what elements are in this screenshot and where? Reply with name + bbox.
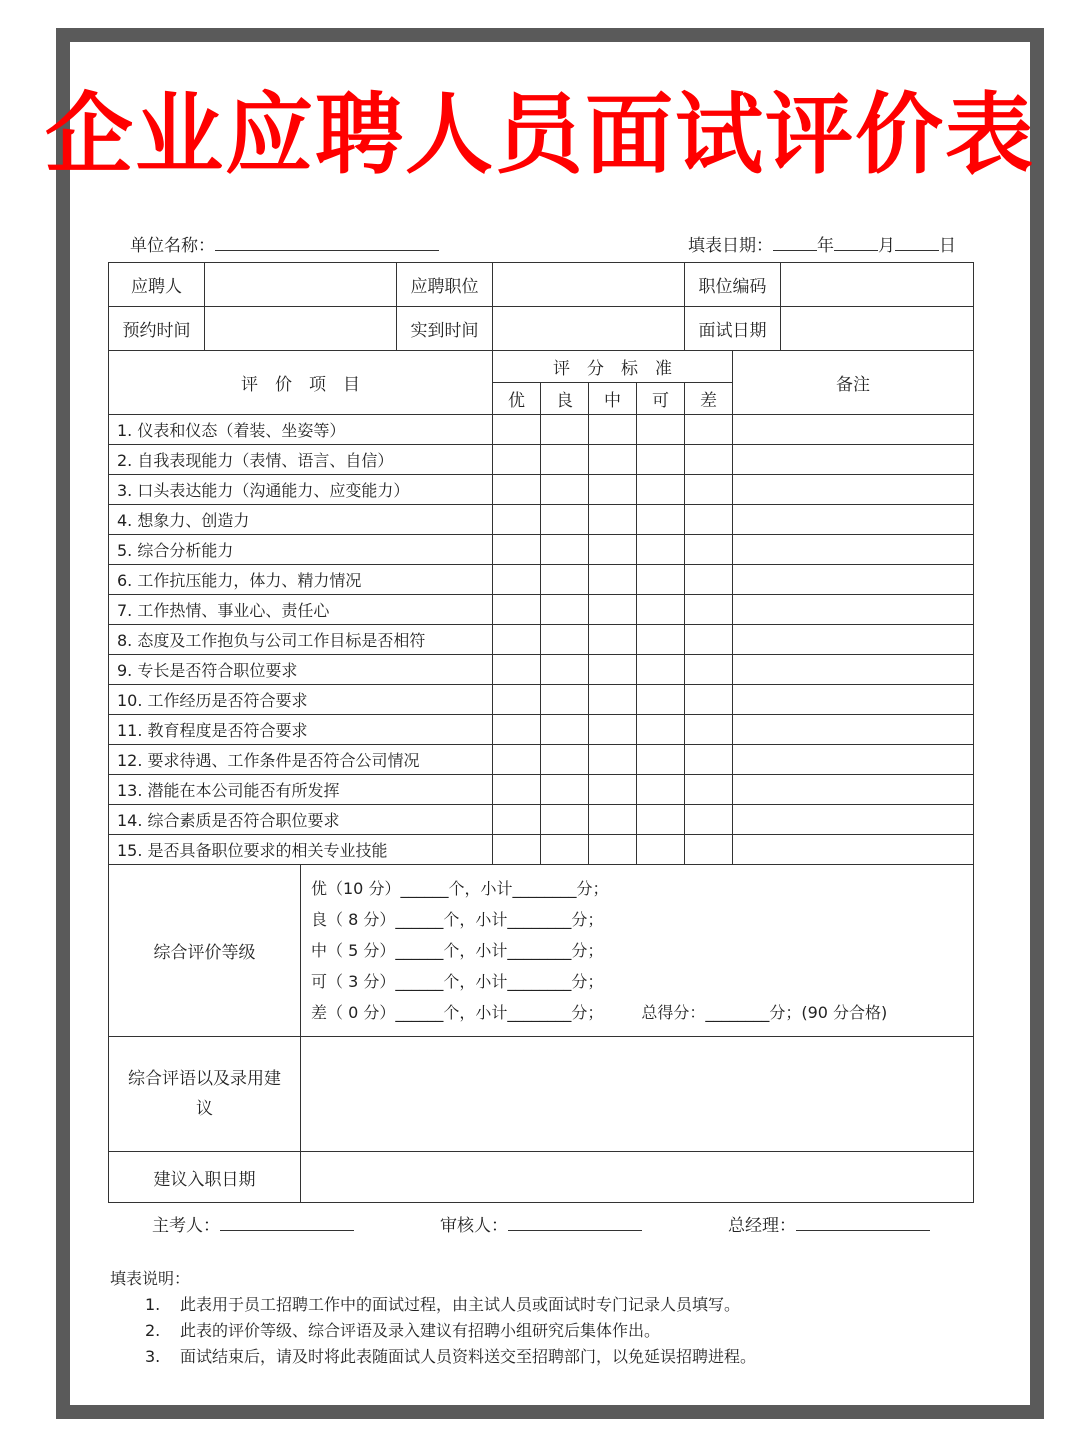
remarks-cell[interactable] bbox=[733, 415, 974, 445]
score-cell-average[interactable] bbox=[589, 835, 637, 865]
score-cell-good[interactable] bbox=[541, 415, 589, 445]
comments-label: 综合评语以及录用建议 bbox=[109, 1037, 301, 1152]
eval-item-label: 2. 自我表现能力（表情、语言、自信） bbox=[109, 445, 493, 475]
eval-item-row bbox=[109, 415, 974, 445]
year-label: 年 bbox=[817, 236, 834, 256]
score-cell-poor[interactable] bbox=[685, 745, 733, 775]
evaluation-form bbox=[108, 262, 974, 1203]
eval-item-label: 9. 专长是否符合职位要求 bbox=[109, 655, 493, 685]
score-cell-poor[interactable] bbox=[685, 685, 733, 715]
score-cell-good[interactable] bbox=[541, 505, 589, 535]
remarks-header: 备注 bbox=[733, 351, 974, 415]
grade-excellent-header: 优 bbox=[493, 383, 541, 415]
eval-items bbox=[109, 415, 974, 865]
instruction-text: 此表的评价等级、综合评语及录入建议有招聘小组研究后集体作出。 bbox=[180, 1321, 661, 1340]
gm-field[interactable] bbox=[796, 1212, 930, 1231]
score-cell-average[interactable] bbox=[589, 415, 637, 445]
score-cell-poor[interactable] bbox=[685, 775, 733, 805]
remarks-cell[interactable] bbox=[733, 595, 974, 625]
eval-item-label: 8. 态度及工作抱负与公司工作目标是否相符 bbox=[109, 625, 493, 655]
overall-rating-row bbox=[109, 865, 974, 1037]
score-cell-fair[interactable] bbox=[637, 505, 685, 535]
eval-item-row bbox=[109, 445, 974, 475]
remarks-cell[interactable] bbox=[733, 445, 974, 475]
examiner-sign bbox=[152, 1212, 354, 1238]
score-cell-poor[interactable] bbox=[685, 475, 733, 505]
score-cell-excellent[interactable] bbox=[493, 475, 541, 505]
score-cell-fair[interactable] bbox=[637, 445, 685, 475]
grade-fair-header: 可 bbox=[637, 383, 685, 415]
rating-line-fair: 可（ 3 分）______个，小计________分； bbox=[311, 972, 604, 991]
score-cell-fair[interactable] bbox=[637, 625, 685, 655]
remarks-cell[interactable] bbox=[733, 505, 974, 535]
position-label: 应聘职位 bbox=[397, 263, 493, 307]
instruction-number: 1. bbox=[145, 1295, 161, 1314]
reviewer-field[interactable] bbox=[508, 1212, 642, 1231]
score-cell-fair[interactable] bbox=[637, 595, 685, 625]
score-cell-poor[interactable] bbox=[685, 595, 733, 625]
eval-item-row bbox=[109, 475, 974, 505]
score-cell-poor[interactable] bbox=[685, 715, 733, 745]
score-cell-average[interactable] bbox=[589, 535, 637, 565]
fill-date-row bbox=[688, 232, 956, 258]
eval-item-label: 7. 工作热情、事业心、责任心 bbox=[109, 595, 493, 625]
eval-item-row bbox=[109, 685, 974, 715]
score-cell-good[interactable] bbox=[541, 835, 589, 865]
score-cell-good[interactable] bbox=[541, 655, 589, 685]
overall-rating-lines bbox=[301, 865, 974, 1037]
score-cell-poor[interactable] bbox=[685, 415, 733, 445]
start-date-field[interactable] bbox=[301, 1152, 974, 1203]
remarks-cell[interactable] bbox=[733, 625, 974, 655]
eval-item-label: 11. 教育程度是否符合要求 bbox=[109, 715, 493, 745]
remarks-cell[interactable] bbox=[733, 775, 974, 805]
eval-item-label: 14. 综合素质是否符合职位要求 bbox=[109, 805, 493, 835]
score-cell-average[interactable] bbox=[589, 775, 637, 805]
score-cell-average[interactable] bbox=[589, 445, 637, 475]
score-cell-good[interactable] bbox=[541, 565, 589, 595]
score-cell-excellent[interactable] bbox=[493, 565, 541, 595]
appointment-time-label: 预约时间 bbox=[109, 307, 205, 351]
remarks-cell[interactable] bbox=[733, 805, 974, 835]
score-cell-good[interactable] bbox=[541, 685, 589, 715]
remarks-cell[interactable] bbox=[733, 835, 974, 865]
info-row-2 bbox=[109, 307, 974, 351]
score-cell-average[interactable] bbox=[589, 475, 637, 505]
eval-item-label: 6. 工作抗压能力，体力、精力情况 bbox=[109, 565, 493, 595]
score-cell-average[interactable] bbox=[589, 805, 637, 835]
eval-item-row bbox=[109, 835, 974, 865]
unit-name-row bbox=[130, 232, 439, 258]
position-code-field[interactable] bbox=[781, 263, 974, 307]
eval-item-row bbox=[109, 715, 974, 745]
position-field[interactable] bbox=[493, 263, 685, 307]
score-cell-excellent[interactable] bbox=[493, 625, 541, 655]
eval-item-label: 5. 综合分析能力 bbox=[109, 535, 493, 565]
eval-item-row bbox=[109, 505, 974, 535]
score-cell-fair[interactable] bbox=[637, 715, 685, 745]
eval-item-row bbox=[109, 565, 974, 595]
arrival-time-label: 实到时间 bbox=[397, 307, 493, 351]
instructions bbox=[110, 1266, 756, 1370]
remarks-cell[interactable] bbox=[733, 535, 974, 565]
interview-date-field[interactable] bbox=[781, 307, 974, 351]
instruction-number: 2. bbox=[145, 1321, 161, 1340]
rating-line-good: 良（ 8 分）______个，小计________分； bbox=[311, 910, 604, 929]
score-cell-average[interactable] bbox=[589, 715, 637, 745]
rating-line-poor-text: 差（ 0 分）______个，小计________分； bbox=[311, 1003, 604, 1022]
score-cell-poor[interactable] bbox=[685, 805, 733, 835]
score-cell-fair[interactable] bbox=[637, 805, 685, 835]
remarks-cell[interactable] bbox=[733, 565, 974, 595]
eval-item-label: 13. 潜能在本公司能否有所发挥 bbox=[109, 775, 493, 805]
eval-item-label: 15. 是否具备职位要求的相关专业技能 bbox=[109, 835, 493, 865]
score-cell-excellent[interactable] bbox=[493, 745, 541, 775]
examiner-label: 主考人： bbox=[152, 1216, 220, 1236]
eval-item-label: 1. 仪表和仪态（着装、坐姿等） bbox=[109, 415, 493, 445]
unit-name-field[interactable] bbox=[215, 232, 439, 251]
eval-item-label: 12. 要求待遇、工作条件是否符合公司情况 bbox=[109, 745, 493, 775]
eval-item-row bbox=[109, 745, 974, 775]
eval-item-label: 10. 工作经历是否符合要求 bbox=[109, 685, 493, 715]
score-cell-excellent[interactable] bbox=[493, 835, 541, 865]
eval-item-row bbox=[109, 595, 974, 625]
score-cell-average[interactable] bbox=[589, 625, 637, 655]
unit-name-label: 单位名称： bbox=[130, 236, 215, 256]
score-cell-good[interactable] bbox=[541, 445, 589, 475]
score-cell-poor[interactable] bbox=[685, 535, 733, 565]
reviewer-label: 审核人： bbox=[440, 1216, 508, 1236]
score-cell-fair[interactable] bbox=[637, 835, 685, 865]
score-cell-fair[interactable] bbox=[637, 535, 685, 565]
eval-items-header: 评 价 项 目 bbox=[109, 351, 493, 415]
start-date-label: 建议入职日期 bbox=[109, 1152, 301, 1203]
rating-line-poor bbox=[311, 997, 973, 1028]
grade-good-header: 良 bbox=[541, 383, 589, 415]
eval-item-row bbox=[109, 805, 974, 835]
start-date-row bbox=[109, 1152, 974, 1203]
eval-item-row bbox=[109, 625, 974, 655]
score-cell-poor[interactable] bbox=[685, 505, 733, 535]
comments-field[interactable] bbox=[301, 1037, 974, 1152]
score-cell-average[interactable] bbox=[589, 745, 637, 775]
applicant-label: 应聘人 bbox=[109, 263, 205, 307]
score-cell-good[interactable] bbox=[541, 775, 589, 805]
score-cell-fair[interactable] bbox=[637, 775, 685, 805]
grade-poor-header: 差 bbox=[685, 383, 733, 415]
appointment-time-field[interactable] bbox=[205, 307, 397, 351]
score-cell-fair[interactable] bbox=[637, 655, 685, 685]
score-cell-average[interactable] bbox=[589, 505, 637, 535]
eval-header-row-1 bbox=[109, 351, 974, 383]
score-cell-fair[interactable] bbox=[637, 685, 685, 715]
interview-date-label: 面试日期 bbox=[685, 307, 781, 351]
arrival-time-field[interactable] bbox=[493, 307, 685, 351]
score-cell-fair[interactable] bbox=[637, 745, 685, 775]
score-cell-excellent[interactable] bbox=[493, 415, 541, 445]
position-code-label: 职位编码 bbox=[685, 263, 781, 307]
fill-date-label: 填表日期： bbox=[688, 236, 773, 256]
month-label: 月 bbox=[878, 236, 895, 256]
score-cell-excellent[interactable] bbox=[493, 505, 541, 535]
remarks-cell[interactable] bbox=[733, 745, 974, 775]
score-cell-good[interactable] bbox=[541, 475, 589, 505]
score-cell-average[interactable] bbox=[589, 565, 637, 595]
score-cell-good[interactable] bbox=[541, 625, 589, 655]
remarks-cell[interactable] bbox=[733, 685, 974, 715]
total-score: 总得分：________分；(90 分合格) bbox=[641, 1003, 888, 1022]
score-cell-poor[interactable] bbox=[685, 655, 733, 685]
day-label: 日 bbox=[939, 236, 956, 256]
page-title: 企业应聘人员面试评价表 bbox=[44, 83, 1035, 186]
eval-item-row bbox=[109, 655, 974, 685]
score-cell-excellent[interactable] bbox=[493, 445, 541, 475]
eval-item-row bbox=[109, 535, 974, 565]
info-row-1 bbox=[109, 263, 974, 307]
score-cell-fair[interactable] bbox=[637, 475, 685, 505]
score-cell-good[interactable] bbox=[541, 595, 589, 625]
reviewer-sign bbox=[440, 1212, 642, 1238]
year-field[interactable] bbox=[773, 232, 817, 251]
rating-line-excellent: 优（10 分）______个，小计________分； bbox=[311, 879, 609, 898]
comments-row bbox=[109, 1037, 974, 1152]
score-cell-good[interactable] bbox=[541, 745, 589, 775]
remarks-cell[interactable] bbox=[733, 655, 974, 685]
month-field[interactable] bbox=[834, 232, 878, 251]
score-cell-good[interactable] bbox=[541, 535, 589, 565]
grade-average-header: 中 bbox=[589, 383, 637, 415]
instruction-text: 此表用于员工招聘工作中的面试过程，由主试人员或面试时专门记录人员填写。 bbox=[180, 1295, 741, 1314]
instructions-title: 填表说明： bbox=[110, 1269, 191, 1288]
overall-rating-label: 综合评价等级 bbox=[109, 865, 301, 1037]
instruction-item bbox=[110, 1292, 756, 1318]
remarks-cell[interactable] bbox=[733, 715, 974, 745]
instruction-number: 3. bbox=[145, 1347, 161, 1366]
instruction-text: 面试结束后，请及时将此表随面试人员资料送交至招聘部门，以免延误招聘进程。 bbox=[180, 1347, 757, 1366]
score-cell-poor[interactable] bbox=[685, 565, 733, 595]
score-cell-excellent[interactable] bbox=[493, 535, 541, 565]
eval-item-label: 3. 口头表达能力（沟通能力、应变能力） bbox=[109, 475, 493, 505]
day-field[interactable] bbox=[895, 232, 939, 251]
score-cell-poor[interactable] bbox=[685, 445, 733, 475]
applicant-field[interactable] bbox=[205, 263, 397, 307]
score-cell-poor[interactable] bbox=[685, 835, 733, 865]
rating-line-average: 中（ 5 分）______个，小计________分； bbox=[311, 941, 604, 960]
score-cell-excellent[interactable] bbox=[493, 655, 541, 685]
score-cell-excellent[interactable] bbox=[493, 685, 541, 715]
score-cell-good[interactable] bbox=[541, 715, 589, 745]
examiner-field[interactable] bbox=[220, 1212, 354, 1231]
score-cell-excellent[interactable] bbox=[493, 805, 541, 835]
score-cell-good[interactable] bbox=[541, 805, 589, 835]
instruction-item bbox=[110, 1344, 756, 1370]
score-cell-average[interactable] bbox=[589, 655, 637, 685]
eval-item-row bbox=[109, 775, 974, 805]
score-cell-excellent[interactable] bbox=[493, 775, 541, 805]
score-cell-excellent[interactable] bbox=[493, 715, 541, 745]
score-cell-poor[interactable] bbox=[685, 625, 733, 655]
score-cell-average[interactable] bbox=[589, 595, 637, 625]
gm-label: 总经理： bbox=[728, 1216, 796, 1236]
gm-sign bbox=[728, 1212, 930, 1238]
instruction-item bbox=[110, 1318, 756, 1344]
remarks-cell[interactable] bbox=[733, 475, 974, 505]
score-cell-average[interactable] bbox=[589, 685, 637, 715]
score-cell-fair[interactable] bbox=[637, 415, 685, 445]
score-cell-fair[interactable] bbox=[637, 565, 685, 595]
scoring-standard-header: 评 分 标 准 bbox=[493, 351, 733, 383]
score-cell-excellent[interactable] bbox=[493, 595, 541, 625]
eval-item-label: 4. 想象力、创造力 bbox=[109, 505, 493, 535]
